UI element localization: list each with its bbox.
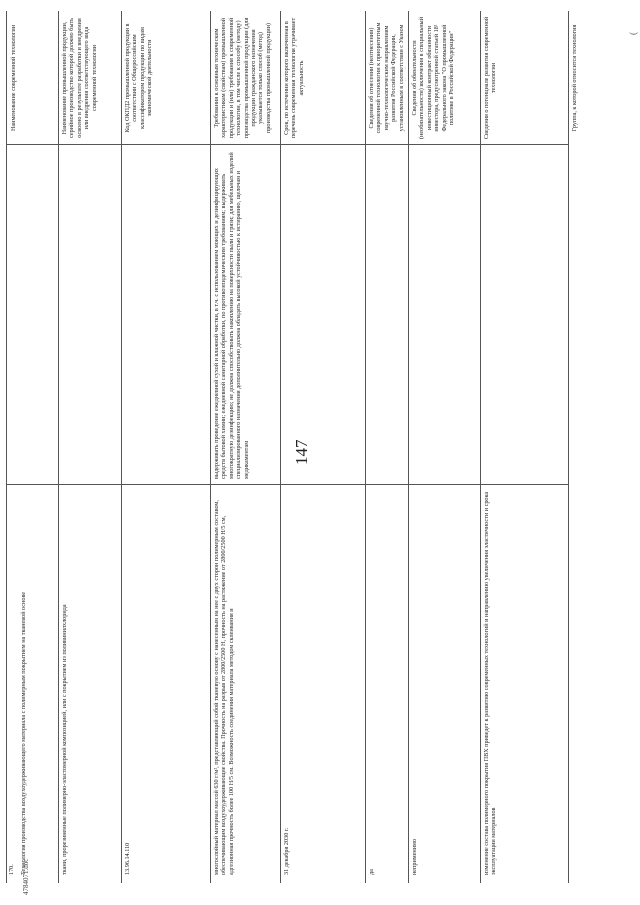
table-row-line bbox=[210, 11, 211, 883]
header-col-product: Наименование промышленной продукции, серийное производство которой должно быть освоено в результате разработки и внедрения или внедрения соответствующего вида современной технологии bbox=[61, 18, 98, 138]
row-technology-name: Технология производства воздухоудерживающего материала с полимерным покрытием на тканевой основе bbox=[20, 591, 27, 875]
table-row-line bbox=[365, 11, 366, 883]
row-product-name: ткани, прорезиненные полимерно-эластомерной композицией, или с покрытием из поливинилхлорида bbox=[61, 604, 68, 875]
margin-mark: ( bbox=[628, 32, 638, 35]
footer-doc-name: 4784071.doc bbox=[22, 858, 30, 895]
continuation-requirements-text: выдерживать проведение ежедневной сухой и влажной чистки, в т.ч. с использованием моющих и дезинфицирующих средств бытовой химии; ежедневной санитарной обработки, по противоэпидемическим требованиям; выдерживать многократную дезинфекцию; не должна способствовать накоплению на поверхности пыли и грязи; для мебельных изделий специализированного назначения дополнительно должна обладать высокой устойчивостью к истиранию, щелочам и медикаментам bbox=[213, 152, 250, 479]
row-potential: изменение состава полимерного покрытия ПВХ приведет к развитию современных технологий и направлению увеличения эластичности и срока эксплуатации материалов bbox=[483, 491, 498, 875]
header-col-priority: Сведения об отнесении (неотнесении) современной технологии к приоритетным научно-технологическим направлениям развития Российской Федерации, установленным в соответствии с Указом bbox=[368, 22, 405, 134]
row-requirements: многослойный материал массой 630 г/м², представляющий собой тканевую основу с нанесенным на нее с двух сторон полимерным составом, обеспечивающим воздухоудерживающие свойства. Прочность на разрыв от 2800/2500 Н, прочность на растяжение от 2800/2500 H/5 см, адгезионная прочность более 100 Н/5 см. Возможность соединения материала методом склеивания и bbox=[213, 500, 235, 875]
header-col-term: Срок, по истечении которого включенная в перечень современная технология утрачивает актуальность bbox=[283, 17, 305, 139]
header-col-okpd: Код ОКПД2 промышленной продукции в соответствии с Общероссийским классификатором продукции по видам экономической деятельности bbox=[124, 23, 154, 133]
header-col-requirements: Требования к основным техническим характеристикам (свойствам) промышленной продукции и (или) требования к современной технологии, в том числе к способу (методу) производства промышленной продукции (для продукции гражданского назначения указывается только способ (метод) производства промышленной продукции) bbox=[213, 17, 272, 139]
header-col-group: Группа, к которой относится технология bbox=[571, 24, 578, 132]
table-row-line bbox=[280, 11, 281, 883]
header-col-name: Наименование современной технологии bbox=[10, 24, 17, 132]
header-col-mandatory: Сведения об обязательности (необязательности) включения в специальный инвестиционный контракт обязанности инвестора, предусмотренной статьей 18¹ Федерального закона "О промышленной политике в Российской Федерации" bbox=[411, 16, 456, 140]
table-row-line bbox=[480, 11, 481, 883]
continuation-divider bbox=[6, 484, 569, 485]
table-row-line bbox=[58, 11, 59, 883]
header-col-potential: Сведения о потенциале развития современной технологии bbox=[483, 16, 498, 140]
row-priority: да bbox=[368, 869, 375, 875]
header-divider bbox=[6, 144, 569, 145]
table-border-bottom bbox=[568, 11, 569, 883]
row-okpd-code: 13.96.14.110 bbox=[124, 842, 131, 875]
row-mandatory: неприменимо bbox=[411, 838, 418, 875]
row-number: 170. bbox=[8, 864, 15, 875]
table-border-top bbox=[6, 11, 7, 883]
table-row-line bbox=[121, 11, 122, 883]
table-row-line bbox=[408, 11, 409, 883]
row-term: 31 декабря 2030 г. bbox=[283, 827, 290, 875]
page-number: 147 bbox=[292, 439, 311, 465]
